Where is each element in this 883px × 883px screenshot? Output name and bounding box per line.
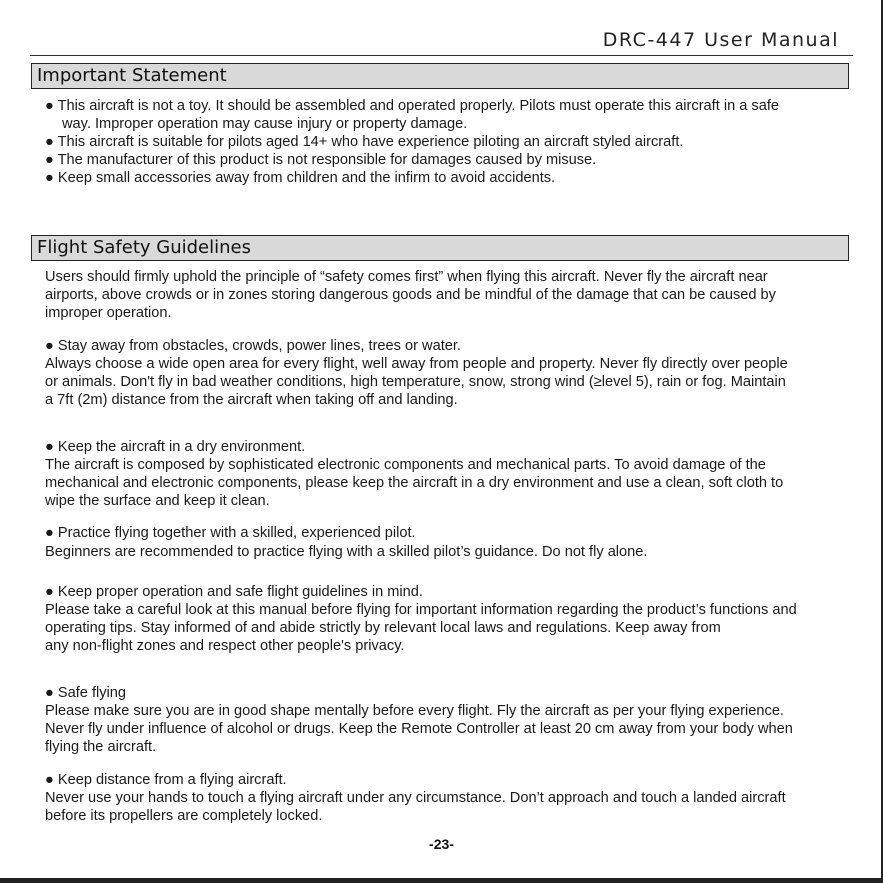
- section-heading-important: Important Statement: [31, 63, 849, 89]
- important-line: way. Improper operation may cause injury or property damage.: [62, 116, 468, 132]
- obstacles-line: a 7ft (2m) distance from the aircraft when taking off and landing.: [45, 392, 458, 408]
- obstacles-line: or animals. Don't fly in bad weather conditions, high temperature, snow, strong wind (≥level 5), rain or fog. Maintain: [45, 374, 786, 390]
- distance-line: Never use your hands to touch a flying aircraft under any circumstance. Don’t approach and touch a landed aircraft: [45, 790, 786, 806]
- safe-flying-line: flying the aircraft.: [45, 739, 157, 755]
- safe-flying-heading: ● Safe flying: [45, 685, 127, 701]
- important-line: ● Keep small accessories away from children and the infirm to avoid accidents.: [45, 170, 556, 186]
- guidelines-heading: ● Keep proper operation and safe flight guidelines in mind.: [45, 584, 423, 600]
- page-number: -23-: [429, 836, 454, 852]
- practice-line: Beginners are recommended to practice flying with a skilled pilot’s guidance. Do not fly alone.: [45, 544, 648, 560]
- practice-heading: ● Practice flying together with a skilled, experienced pilot.: [45, 525, 416, 541]
- dry-line: The aircraft is composed by sophisticated electronic components and mechanical parts. To avoid damage of the: [45, 457, 766, 473]
- dry-line: mechanical and electronic components, please keep the aircraft in a dry environment and use a clean, soft cloth to: [45, 475, 784, 491]
- important-line: ● This aircraft is not a toy. It should be assembled and operated properly. Pilots must operate this aircraft in a safe: [45, 98, 780, 114]
- guidelines-line: operating tips. Stay informed of and abide strictly by relevant local laws and regulations. Keep away from: [45, 620, 721, 636]
- guidelines-line: Please take a careful look at this manual before flying for important information regarding the product’s functions and: [45, 602, 797, 618]
- safe-flying-line: Please make sure you are in good shape mentally before every flight. Fly the aircraft as per your flying experience.: [45, 703, 784, 719]
- important-line: ● The manufacturer of this product is not responsible for damages caused by misuse.: [45, 152, 597, 168]
- distance-line: before its propellers are completely locked.: [45, 808, 323, 824]
- intro-line: improper operation.: [45, 305, 172, 321]
- intro-line: airports, above crowds or in zones storing dangerous goods and be mindful of the damage that can be caused by: [45, 287, 776, 303]
- obstacles-line: Always choose a wide open area for every flight, well away from people and property. Never fly directly over people: [45, 356, 788, 372]
- distance-heading: ● Keep distance from a flying aircraft.: [45, 772, 287, 788]
- safe-flying-line: Never fly under influence of alcohol or drugs. Keep the Remote Controller at least 20 cm away from your body when: [45, 721, 793, 737]
- dry-line: wipe the surface and keep it clean.: [45, 493, 270, 509]
- obstacles-heading: ● Stay away from obstacles, crowds, power lines, trees or water.: [45, 338, 461, 354]
- important-line: ● This aircraft is suitable for pilots aged 14+ who have experience piloting an aircraft styled aircraft.: [45, 134, 684, 150]
- section-heading-flight-safety: Flight Safety Guidelines: [31, 235, 849, 261]
- guidelines-line: any non-flight zones and respect other people's privacy.: [45, 638, 405, 654]
- dry-heading: ● Keep the aircraft in a dry environment.: [45, 439, 306, 455]
- manual-title: DRC-447 User Manual: [602, 29, 839, 51]
- header-rule: [30, 55, 853, 56]
- intro-line: Users should firmly uphold the principle of “safety comes first” when flying this aircraft. Never fly the aircraft near: [45, 269, 768, 285]
